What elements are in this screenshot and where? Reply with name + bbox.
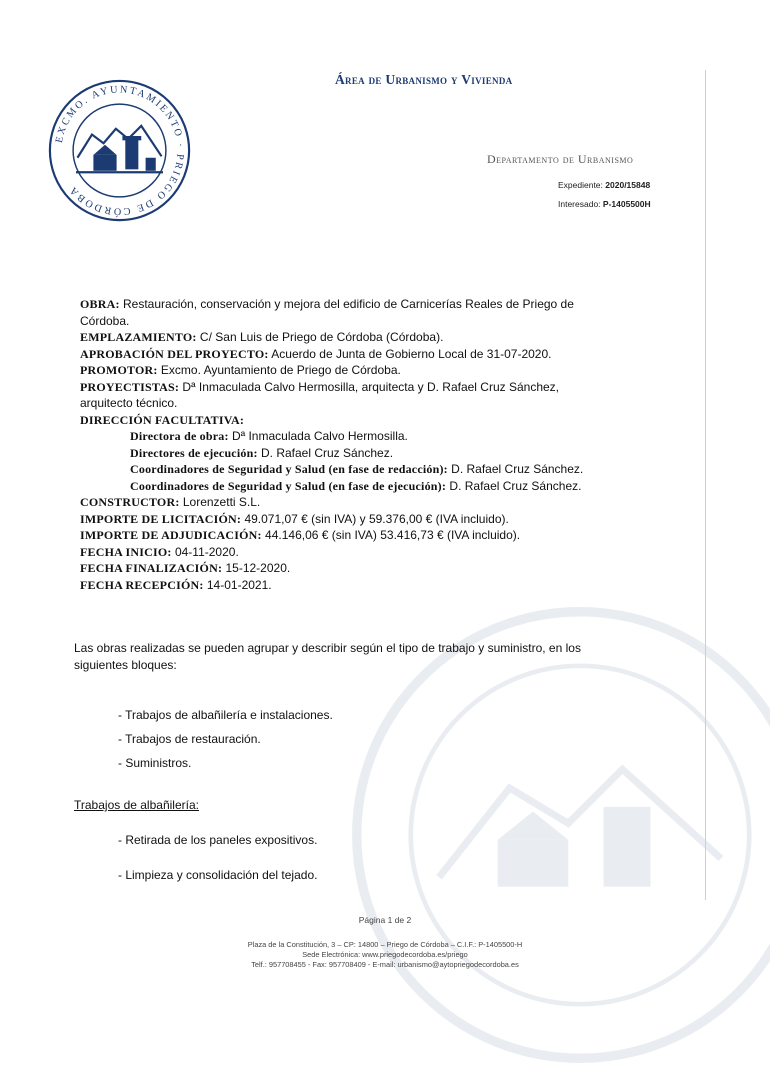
department-title: Departamento de Urbanismo xyxy=(487,152,634,166)
emplazamiento-value: C/ San Luis de Priego de Córdoba (Córdoba). xyxy=(196,330,444,344)
svg-text:EXCMO. AYUNTAMIENTO · PRIEGO D: EXCMO. AYUNTAMIENTO · PRIEGO DE CÓRDOBA xyxy=(53,84,186,217)
proyectistas-value: Dª Inmaculada Calvo Hermosilla, arquitecta y D. Rafael Cruz Sánchez, xyxy=(179,379,560,394)
licitacion-line xyxy=(80,511,700,528)
directores-line xyxy=(80,445,700,462)
obra-value: Restauración, conservación y mejora del edificio de Carnicerías Reales de Priego de xyxy=(119,297,574,311)
section-item: - Retirada de los paneles expositivos. xyxy=(118,833,318,847)
constructor-value: Lorenzetti S.L. xyxy=(179,495,261,509)
emplazamiento-label: EMPLAZAMIENTO: xyxy=(80,330,197,344)
expediente-value: 2020/15848 xyxy=(605,180,651,190)
interesado-label: Interesado: xyxy=(558,199,601,209)
footer-line-1: Plaza de la Constitución, 3 – CP: 14800 – Priego de Córdoba – C.I.F.: P-1405500-H xyxy=(247,940,523,949)
coord-redaccion-line xyxy=(80,461,700,478)
footer-address xyxy=(0,940,770,970)
block-item: - Trabajos de albañilería e instalaciones. xyxy=(118,708,333,722)
directora-label: Directora de obra: xyxy=(130,429,229,443)
inicio-value: 04-11-2020. xyxy=(171,544,239,559)
intro-paragraph xyxy=(74,640,694,674)
city-seal-logo xyxy=(47,78,192,223)
obra-line-2: Córdoba. xyxy=(80,313,130,328)
proyectistas-label: PROYECTISTAS: xyxy=(80,379,180,394)
obra-label: OBRA: xyxy=(80,297,120,311)
project-info xyxy=(80,296,700,593)
constructor-label: CONSTRUCTOR: xyxy=(80,495,180,509)
recepcion-label: FECHA RECEPCIÓN: xyxy=(80,577,204,592)
section-item: - Limpieza y consolidación del tejado. xyxy=(118,868,318,882)
expediente-label: Expediente: xyxy=(558,180,603,190)
footer-line-3: Telf.: 957708455 - Fax: 957708409 - E-mail: urbanismo@aytopriegodecordoba.es xyxy=(251,960,519,969)
direccion-line xyxy=(80,412,700,429)
page-number: Página 1 de 2 xyxy=(358,915,412,925)
interesado-value: P-1405500H xyxy=(602,199,651,209)
area-title: Área de Urbanismo y Vivienda xyxy=(335,72,513,87)
promotor-label: PROMOTOR: xyxy=(80,363,158,377)
promotor-line xyxy=(80,362,700,379)
section-heading xyxy=(74,797,199,814)
directores-label: Directores de ejecución: xyxy=(130,445,258,460)
adjudicacion-value: 44.146,06 € (sin IVA) 53.416,73 € (IVA incluido). xyxy=(261,528,521,542)
coord-ejecucion-line xyxy=(80,478,700,495)
finalizacion-line xyxy=(80,560,700,577)
margin-rule xyxy=(705,70,706,900)
direccion-label: DIRECCIÓN FACULTATIVA: xyxy=(80,412,245,427)
licitacion-label: IMPORTE DE LICITACIÓN: xyxy=(80,511,242,526)
directora-value: Dª Inmaculada Calvo Hermosilla. xyxy=(228,429,408,443)
promotor-value: Excmo. Ayuntamiento de Priego de Córdoba. xyxy=(157,363,401,377)
aprobacion-value: Acuerdo de Junta de Gobierno Local de 31-07-2020. xyxy=(268,346,552,361)
directora-line xyxy=(80,428,700,445)
constructor-line xyxy=(80,494,700,511)
recepcion-line xyxy=(80,577,700,594)
coord-redaccion-label: Coordinadores de Seguridad y Salud (en fase de redacción): xyxy=(130,462,448,476)
coord-ejecucion-label: Coordinadores de Seguridad y Salud (en fase de ejecución): xyxy=(130,478,447,493)
section-heading-text: Trabajos de albañilería: xyxy=(74,798,199,812)
emplazamiento-line xyxy=(80,329,700,346)
finalizacion-value: 15-12-2020. xyxy=(222,561,291,575)
finalizacion-label: FECHA FINALIZACIÓN: xyxy=(80,561,223,575)
obra-line xyxy=(80,296,700,313)
block-item: - Suministros. xyxy=(118,756,192,770)
directores-value: D. Rafael Cruz Sánchez. xyxy=(257,445,394,460)
intro-line-1: Las obras realizadas se pueden agrupar y describir según el tipo de trabajo y suministro, en los xyxy=(74,641,581,655)
recepcion-value: 14-01-2021. xyxy=(203,577,272,592)
interesado-line xyxy=(558,199,651,209)
licitacion-value: 49.071,07 € (sin IVA) y 59.376,00 € (IVA incluido). xyxy=(241,511,509,526)
aprobacion-line xyxy=(80,346,700,363)
block-item: - Trabajos de restauración. xyxy=(118,732,261,746)
aprobacion-label: APROBACIÓN DEL PROYECTO: xyxy=(80,346,269,361)
proyectistas-line-2: arquitecto técnico. xyxy=(80,396,178,410)
proyectistas-line xyxy=(80,379,700,396)
intro-line-2: siguientes bloques: xyxy=(74,658,177,672)
adjudicacion-label: IMPORTE DE ADJUDICACIÓN: xyxy=(80,528,262,542)
adjudicacion-line xyxy=(80,527,700,544)
expediente-line xyxy=(558,180,650,190)
coord-ejecucion-value: D. Rafael Cruz Sánchez. xyxy=(446,478,582,493)
inicio-label: FECHA INICIO: xyxy=(80,544,172,559)
footer-line-2: Sede Electrónica: www.priegodecordoba.es/priego xyxy=(302,950,468,959)
coord-redaccion-value: D. Rafael Cruz Sánchez. xyxy=(447,462,584,476)
inicio-line xyxy=(80,544,700,561)
